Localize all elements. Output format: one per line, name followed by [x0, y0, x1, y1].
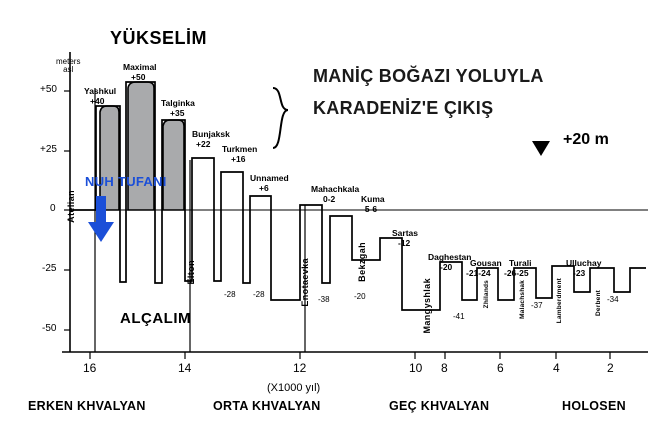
y-tick-50: +50 [40, 84, 57, 95]
peak-label-mahachkala: Mahachkala [311, 184, 360, 194]
x-tick-14: 14 [178, 361, 192, 375]
peak-value-maximal: +50 [131, 72, 146, 82]
peak-label-bunjaksk: Bunjaksk [192, 129, 230, 139]
peak-value-talginka: +35 [170, 108, 185, 118]
annotation-nuh-tufani: NUH TUFANI [85, 174, 167, 189]
peak-value-sartas: -12 [398, 238, 411, 248]
stage-label-bekzgah: Bekzgah [357, 242, 367, 282]
x-tick-8: 8 [441, 361, 448, 375]
peak-talginka [163, 120, 184, 210]
brace-icon [273, 88, 288, 148]
peak-maximal [128, 82, 154, 210]
peak-value-bunjaksk: +22 [196, 139, 211, 149]
y-unit-line2: asl [63, 65, 74, 75]
stage-label-atelian: Atelian [66, 190, 76, 223]
trough-value-elton: -28 [224, 290, 236, 299]
chart-title-line1: MANİÇ BOĞAZI YOLUYLA [313, 66, 544, 86]
peak-yashkul [100, 106, 119, 210]
trough-value-unnamed: -28 [253, 290, 265, 299]
peak-value-turkmen: +16 [231, 154, 246, 164]
stage-label-zhilands: Zhilands [483, 280, 490, 309]
y-tick-m50: -50 [42, 323, 57, 334]
x-tick-10: 10 [409, 361, 423, 375]
trough-value-bekzgah: -20 [354, 292, 366, 301]
era-gec-khvalyan: GEÇ KHVALYAN [389, 399, 490, 413]
trough-value-mangyshlak: -41 [453, 312, 465, 321]
peak-label-kuma: Kuma [361, 194, 385, 204]
x-tick-12: 12 [293, 361, 307, 375]
x-axis-unit: (X1000 yıl) [267, 382, 321, 394]
peak-label-yashkul: Yashkul [84, 86, 117, 96]
annotation-alcalim: ALÇALIM [120, 310, 191, 327]
peak-label-turkmen: Turkmen [222, 144, 258, 154]
peak-value-daghestan: -20 [440, 262, 453, 272]
x-tick-2: 2 [607, 361, 614, 375]
peak-value-kuma: -5-6 [362, 204, 378, 214]
annotation-yukselim: YÜKSELİM [110, 28, 208, 48]
peak-value-mahachkala: 0-2 [323, 194, 336, 204]
peak-label-unnamed: Unnamed [250, 173, 289, 183]
x-ticks [90, 352, 610, 359]
x-tick-6: 6 [497, 361, 504, 375]
peak-label-ulluchay: Ulluchay [566, 258, 602, 268]
y-tick-25: +25 [40, 144, 57, 155]
stage-label-derbent: Derbent [595, 290, 602, 316]
peak-label-talginka: Talginka [161, 98, 195, 108]
y-unit-line1: meters [56, 57, 81, 66]
x-tick-16: 16 [83, 361, 97, 375]
trough-value-zhilands: -37 [531, 301, 543, 310]
peak-label-gousan: Gousan [470, 258, 502, 268]
trough-value-derbent: -34 [607, 295, 619, 304]
stage-label-elton: Elton [186, 260, 196, 285]
peak-value-ulluchay: -23 [573, 268, 586, 278]
peak-value-unnamed: +6 [259, 183, 269, 193]
stage-label-mangyshlak: Mangyshlak [422, 278, 432, 334]
era-erken-khvalyan: ERKEN KHVALYAN [28, 399, 146, 413]
era-holosen: HOLOSEN [562, 399, 626, 413]
peak-value-gousan: -21-24 [466, 268, 491, 278]
peak-label-daghestan: Daghestan [428, 252, 472, 262]
chart-title-line2: KARADENİZ'E ÇIKIŞ [313, 98, 494, 118]
plus20-marker-triangle [532, 141, 550, 156]
stage-label-enotaevka: Enotaevka [300, 258, 310, 307]
peak-label-sartas: Sartas [392, 228, 418, 238]
peak-value-yashkul: +40 [90, 96, 105, 106]
stage-label-lamberdment: Lamberdment [556, 278, 563, 324]
x-tick-4: 4 [553, 361, 560, 375]
peak-label-turali: Turali [509, 258, 532, 268]
annotation-plus20: +20 m [563, 131, 609, 148]
peak-label-maximal: Maximal [123, 62, 157, 72]
peak-value-turali: -26-25 [504, 268, 529, 278]
trough-value-enotaevka: -38 [318, 295, 330, 304]
stage-label-malachshak: Malachshak [519, 280, 526, 319]
y-tick-m25: -25 [42, 263, 57, 274]
era-orta-khvalyan: ORTA KHVALYAN [213, 399, 321, 413]
y-tick-0: 0 [50, 203, 56, 214]
